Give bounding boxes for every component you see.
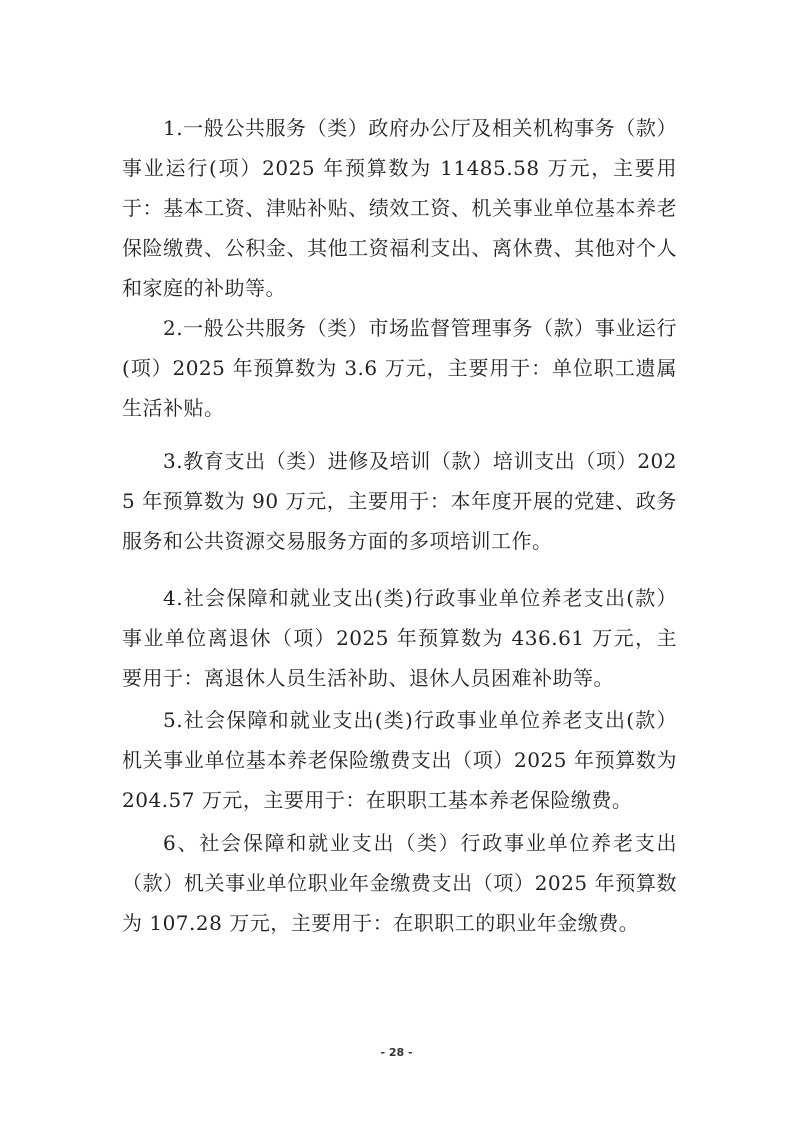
paragraph-2: 2.一般公共服务（类）市场监督管理事务（款）事业运行(项）2025 年预算数为 3.6 万元，主要用于：单位职工遗属生活补贴。	[122, 316, 677, 420]
page-number: - 28 -	[380, 1046, 413, 1059]
paragraph-1: 1.一般公共服务（类）政府办公厅及相关机构事务（款）事业运行(项）2025 年预算数为 11485.58 万元，主要用于：基本工资、津贴补贴、绩效工资、机关事业单位基本养老保险缴费、公积金、其他工资福利支出、离休费、其他对个人和家庭的补助等。	[122, 116, 677, 300]
paragraph-4: 4.社会保障和就业支出(类)行政事业单位养老支出(款）事业单位离退休（项）2025 年预算数为 436.61 万元，主要用于：离退休人员生活补助、退休人员困难补助等。	[122, 586, 677, 690]
paragraph-6: 6、社会保障和就业支出（类）行政事业单位养老支出（款）机关事业单位职业年金缴费支出（项）2025 年预算数为 107.28 万元，主要用于：在职职工的职业年金缴费。	[122, 831, 677, 935]
paragraph-3: 3.教育支出（类）进修及培训（款）培训支出（项）2025 年预算数为 90 万元，主要用于：本年度开展的党建、政务服务和公共资源交易服务方面的多项培训工作。	[122, 449, 677, 553]
paragraph-5: 5.社会保障和就业支出(类)行政事业单位养老支出(款）机关事业单位基本养老保险缴费支出（项）2025 年预算数为204.57 万元，主要用于：在职职工基本养老保险缴费。	[122, 708, 677, 812]
